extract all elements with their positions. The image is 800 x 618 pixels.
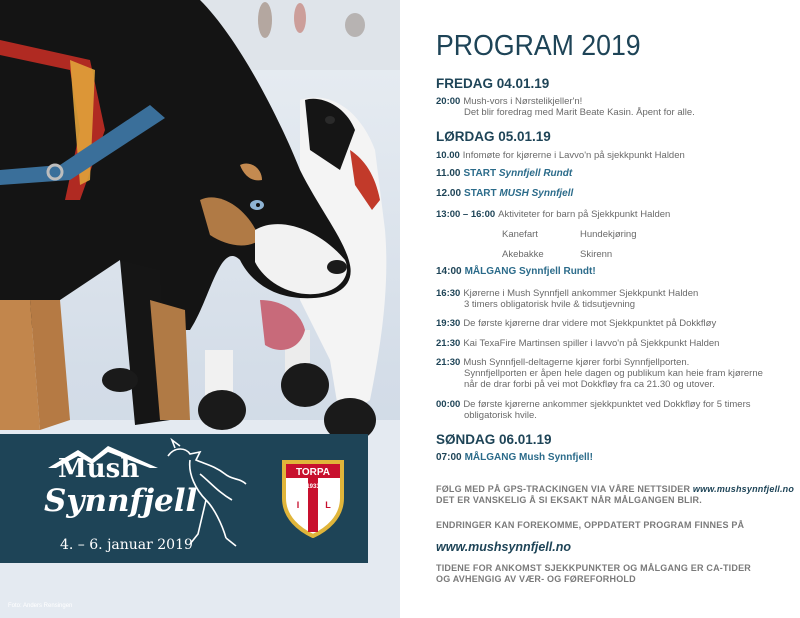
item-text: Mush Synnfjell-deltagerne kjører forbi Synnfjellporten.	[463, 357, 690, 368]
item-time: 16:30	[436, 288, 461, 299]
item-time: 00:00	[436, 399, 461, 410]
activity-item: Hundekjøring	[580, 229, 637, 240]
day-heading-sunday: SØNDAG 06.01.19	[436, 432, 552, 447]
item-text: MÅLGANG Synnfjell Rundt!	[464, 266, 596, 277]
event-name-synnfjell: Synnfjell	[44, 483, 198, 519]
program-item	[436, 318, 716, 329]
program-item-start	[436, 188, 573, 199]
item-text: Kjørerne i Mush Synnfjell ankommer Sjekkpunkt Halden	[463, 288, 699, 299]
item-text-line2: obligatorisk hvile.	[464, 410, 537, 421]
item-text-line2: Synnfjellporten er åpen hele dagen og publikum kan heie fram kjørerne	[464, 368, 763, 379]
item-race-name: MUSH Synnfjell	[499, 188, 574, 199]
program-title: PROGRAM 2019	[436, 30, 641, 62]
program-item	[436, 209, 670, 220]
activity-item: Akebakke	[502, 249, 544, 260]
item-time: 10.00	[436, 150, 460, 161]
times-note-line2: OG AVHENGIG AV VÆR- OG FØREFORHOLD	[436, 574, 636, 584]
program-item-finish	[436, 266, 596, 277]
item-time: 13:00 – 16:00	[436, 209, 496, 220]
item-time: 14:00	[436, 266, 462, 277]
item-prefix: START	[463, 168, 497, 179]
program-item-finish	[436, 452, 593, 463]
program-item	[436, 288, 698, 310]
program-panel	[436, 0, 796, 618]
item-time: 21:30	[436, 338, 461, 349]
item-race-name: Synnfjell Rundt	[498, 168, 573, 179]
program-item	[436, 399, 751, 421]
item-time: 19:30	[436, 318, 461, 329]
item-text-line2: 3 timers obligatorisk hvile & tidsutjevning	[464, 299, 636, 310]
item-text: De første kjørerne ankommer sjekkpunktet ved Dokkfløy for 5 timers	[463, 399, 751, 410]
program-item	[436, 96, 695, 118]
program-item	[436, 150, 685, 161]
gps-tracking-note	[436, 484, 794, 506]
times-note-line1: TIDENE FOR ANKOMST SJEKKPUNKTER OG MÅLGANG ER CA-TIDER	[436, 563, 751, 573]
item-text: Aktiviteter for barn på Sjekkpunkt Halden	[498, 209, 671, 220]
gps-note-text: FØLG MED PÅ GPS-TRACKINGEN VIA VÅRE NETTSIDER	[436, 484, 691, 494]
club-logo-initial-l: L	[325, 500, 331, 510]
torpa-club-shield-icon	[280, 458, 346, 538]
club-logo-name: TORPA	[295, 467, 331, 478]
item-text-line2: Det blir foredrag med Marit Beate Kasin. Åpent for alle.	[464, 107, 695, 118]
club-logo-initial-i: I	[296, 500, 300, 510]
times-note	[436, 563, 751, 585]
item-text: De første kjørerne drar videre mot Sjekkpunktet på Dokkfløy	[463, 318, 717, 329]
item-text: Kai TexaFire Martinsen spiller i lavvo'n på Sjekkpunkt Halden	[463, 338, 720, 349]
item-text: Infomøte for kjørerne i Lavvo'n på sjekkpunkt Halden	[462, 150, 685, 161]
item-prefix: START	[464, 188, 497, 199]
club-logo-year: 1933	[306, 484, 320, 490]
item-time: 11.00	[436, 168, 461, 179]
item-time: 21:30	[436, 357, 461, 368]
item-time: 07:00	[436, 452, 462, 463]
gps-website-link[interactable]: www.mushsynnfjell.no	[692, 484, 795, 494]
website-link[interactable]: www.mushsynnfjell.no	[436, 540, 571, 554]
activity-item: Kanefart	[502, 229, 538, 240]
event-banner	[0, 434, 368, 563]
event-name-mush: Mush	[58, 454, 140, 484]
item-text: MÅLGANG Mush Synnfjell!	[464, 452, 593, 463]
day-heading-saturday: LØRDAG 05.01.19	[436, 129, 551, 144]
changes-note: ENDRINGER KAN FOREKOMME, OPPDATERT PROGRAM FINNES PÅ	[436, 520, 745, 530]
activity-item: Skirenn	[580, 249, 613, 260]
program-item-start	[436, 168, 572, 179]
item-text-line3: når de drar forbi på vei mot Dokkfløy fra ca 21.30 og utover.	[464, 379, 715, 390]
event-dates: 4. – 6. januar 2019	[60, 537, 193, 553]
day-heading-friday: FREDAG 04.01.19	[436, 76, 550, 91]
program-item	[436, 357, 763, 390]
gps-note-text-line2: DET ER VANSKELIG Å SI EKSAKT NÅR MÅLGANGEN BLIR.	[436, 495, 702, 505]
photo-credit: Foto: Anders Rensingen	[8, 603, 73, 609]
program-item	[436, 338, 719, 349]
item-time: 20:00	[436, 96, 461, 107]
item-text: Mush-vors i Nørstelikjeller'n!	[463, 96, 583, 107]
item-time: 12.00	[436, 188, 462, 199]
